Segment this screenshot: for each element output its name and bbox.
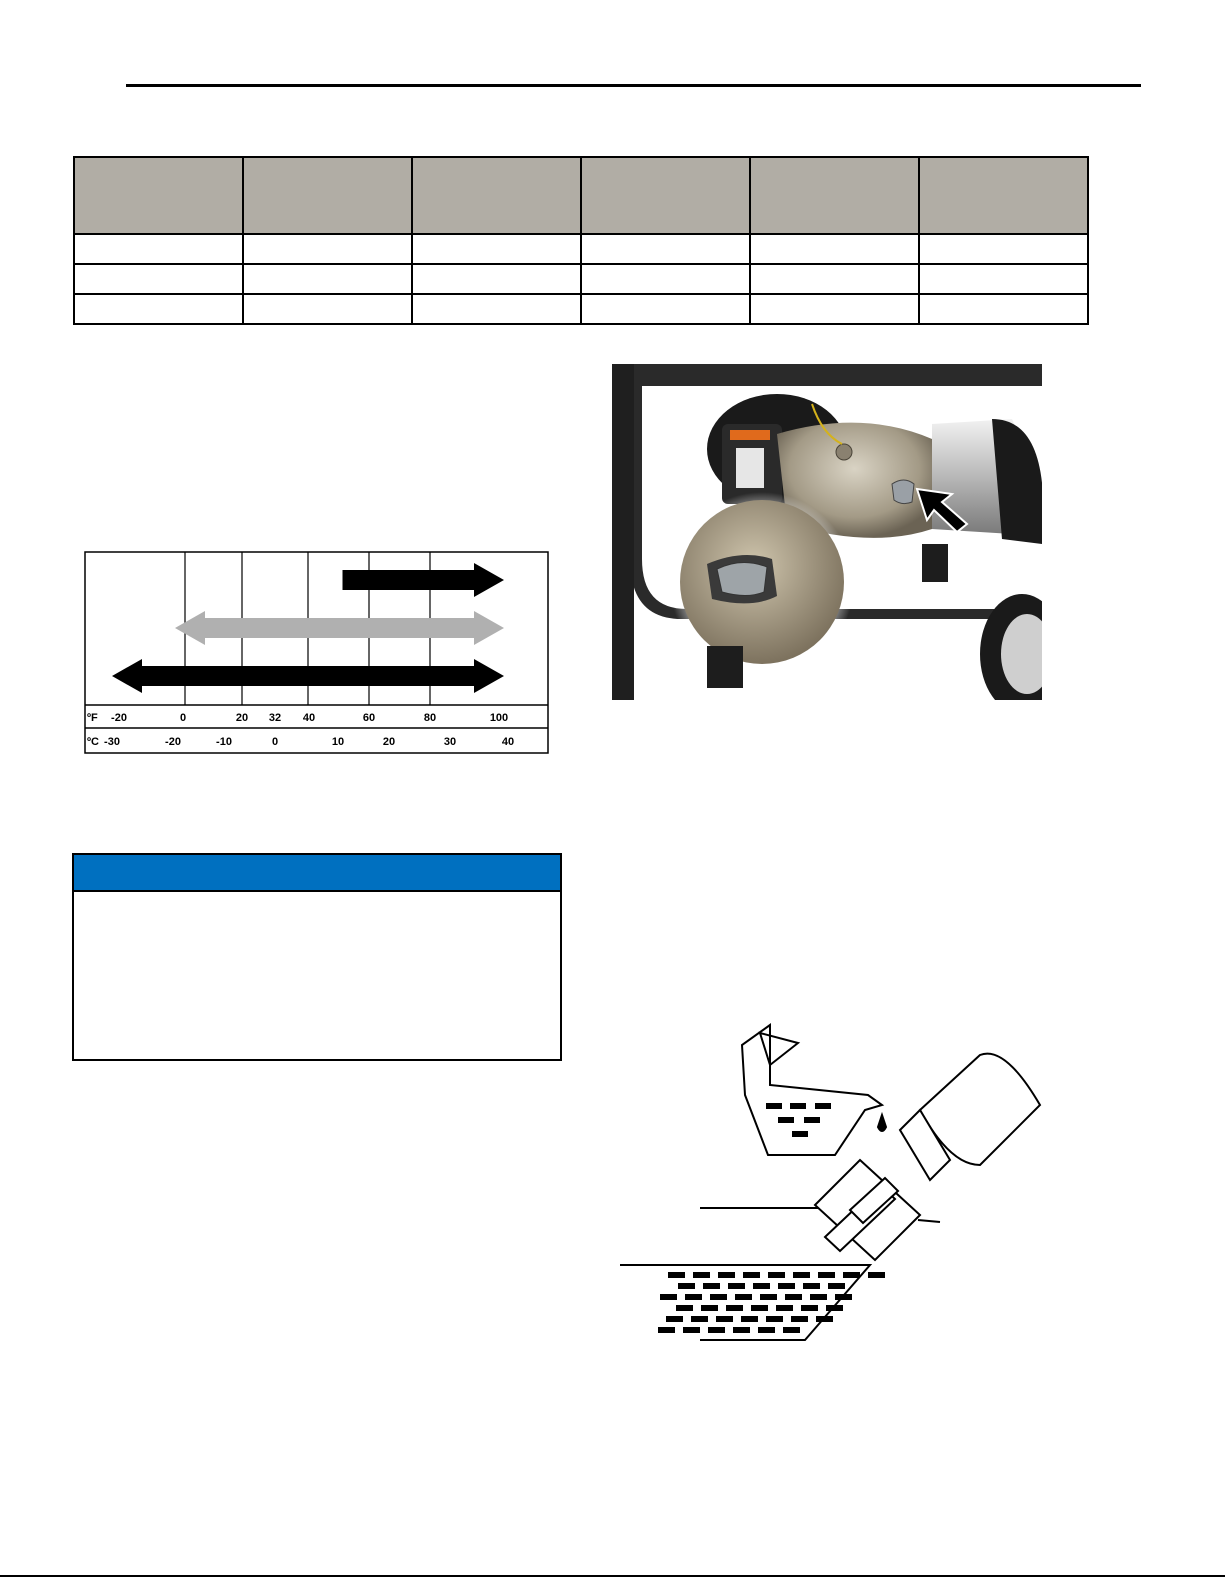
generator-oil-cap-photo [612, 364, 1042, 700]
oil-dash [701, 1305, 718, 1311]
c-tick-label: 10 [331, 736, 345, 748]
table-cell [243, 264, 412, 294]
oil-dash [835, 1294, 852, 1300]
oil-dash [710, 1294, 727, 1300]
table-row [74, 264, 1088, 294]
c-tick-label: 20 [382, 736, 396, 748]
oil-dash [666, 1316, 683, 1322]
oil-fill-cap [892, 480, 914, 504]
oil-dash [785, 1294, 802, 1300]
oil-dash [718, 1272, 735, 1278]
oil-dash [683, 1327, 700, 1333]
table-cell [412, 234, 581, 264]
table-cell [750, 234, 919, 264]
oil-dash [660, 1294, 677, 1300]
oil-dash [804, 1117, 820, 1123]
oil-dash [826, 1305, 843, 1311]
table-cell [74, 234, 243, 264]
f-tick-label: -20 [111, 712, 127, 724]
spec-table [73, 156, 1089, 325]
table-cell [919, 294, 1088, 324]
c-tick-label: -30 [104, 736, 120, 748]
oil-drip [878, 1115, 886, 1131]
notice-box [72, 853, 562, 1061]
oil-dash [868, 1272, 885, 1278]
oil-dash [728, 1283, 745, 1289]
oil-dash [668, 1272, 685, 1278]
table-cell [581, 234, 750, 264]
oil-dash [751, 1305, 768, 1311]
info-label [736, 448, 764, 488]
oil-dash [776, 1305, 793, 1311]
oil-dash [758, 1327, 775, 1333]
table-cell [74, 264, 243, 294]
table-cell [243, 234, 412, 264]
temperature-range-chart [84, 551, 549, 754]
table-cell [750, 294, 919, 324]
table-header-cell [74, 157, 243, 234]
table-header-cell [581, 157, 750, 234]
oil-dash [726, 1305, 743, 1311]
oil-dash [658, 1327, 675, 1333]
zoom-oil-cap [717, 562, 767, 595]
c-tick-label: -10 [216, 736, 232, 748]
table-header-cell [919, 157, 1088, 234]
table-header-cell [243, 157, 412, 234]
oil-dash [778, 1283, 795, 1289]
oil-fill-illustration [620, 1015, 1050, 1355]
oil-dash [793, 1272, 810, 1278]
top-rule [126, 84, 1141, 87]
oil-dash [803, 1283, 820, 1289]
f-tick-label: 32 [268, 712, 282, 724]
oil-dash [741, 1316, 758, 1322]
c-tick-label: 40 [501, 736, 515, 748]
frame-left-post [612, 364, 634, 700]
level-mark [918, 1220, 940, 1222]
oil-dash [743, 1272, 760, 1278]
f-tick-label: 60 [362, 712, 376, 724]
oil-dash [791, 1316, 808, 1322]
oil-dash [691, 1316, 708, 1322]
frame-foot [707, 646, 743, 688]
table-cell [74, 294, 243, 324]
c-tick-label: -20 [165, 736, 181, 748]
table-cell [581, 264, 750, 294]
oil-dash [768, 1272, 785, 1278]
table-header-cell [412, 157, 581, 234]
oil-dash [766, 1316, 783, 1322]
table-cell [750, 264, 919, 294]
oil-dash [685, 1294, 702, 1300]
f-tick-label: 20 [235, 712, 249, 724]
c-tick-label: 0 [271, 736, 279, 748]
oil-dash [843, 1272, 860, 1278]
table-cell [412, 294, 581, 324]
oil-dash [708, 1327, 725, 1333]
f-tick-label: 80 [423, 712, 437, 724]
oil-dash [753, 1283, 770, 1289]
oil-dash [760, 1294, 777, 1300]
f-tick-label: 40 [302, 712, 316, 724]
oil-dash [778, 1117, 794, 1123]
oil-dash [792, 1131, 808, 1137]
oil-dash [815, 1103, 831, 1109]
table-cell [919, 234, 1088, 264]
oil-dash [735, 1294, 752, 1300]
oil-dash [790, 1103, 806, 1109]
bolt [836, 444, 852, 460]
table-header-cell [750, 157, 919, 234]
table-row [74, 294, 1088, 324]
oil-dash [693, 1272, 710, 1278]
fahrenheit-axis-label: ºF [87, 712, 98, 724]
table-header-row [74, 157, 1088, 234]
warning-label [730, 430, 770, 440]
oil-dash [816, 1316, 833, 1322]
table-cell [243, 294, 412, 324]
oil-dash [810, 1294, 827, 1300]
table-cell [581, 294, 750, 324]
crankcase-oil [658, 1272, 885, 1333]
table-cell [919, 264, 1088, 294]
f-tick-label: 100 [489, 712, 509, 724]
celsius-axis-label: ºC [87, 736, 99, 748]
oil-dash [828, 1283, 845, 1289]
oil-dash [818, 1272, 835, 1278]
oil-dash [678, 1283, 695, 1289]
oil-dash [676, 1305, 693, 1311]
table-row [74, 234, 1088, 264]
oil-dash [716, 1316, 733, 1322]
oil-dash [766, 1103, 782, 1109]
bottom-rule [0, 1575, 1225, 1577]
oil-dash [783, 1327, 800, 1333]
notice-header [74, 855, 560, 892]
oil-dash [801, 1305, 818, 1311]
table-cell [412, 264, 581, 294]
f-tick-label: 0 [179, 712, 187, 724]
oil-dash [733, 1327, 750, 1333]
oil-dash [703, 1283, 720, 1289]
c-tick-label: 30 [443, 736, 457, 748]
engine-mount-foot [922, 544, 948, 582]
